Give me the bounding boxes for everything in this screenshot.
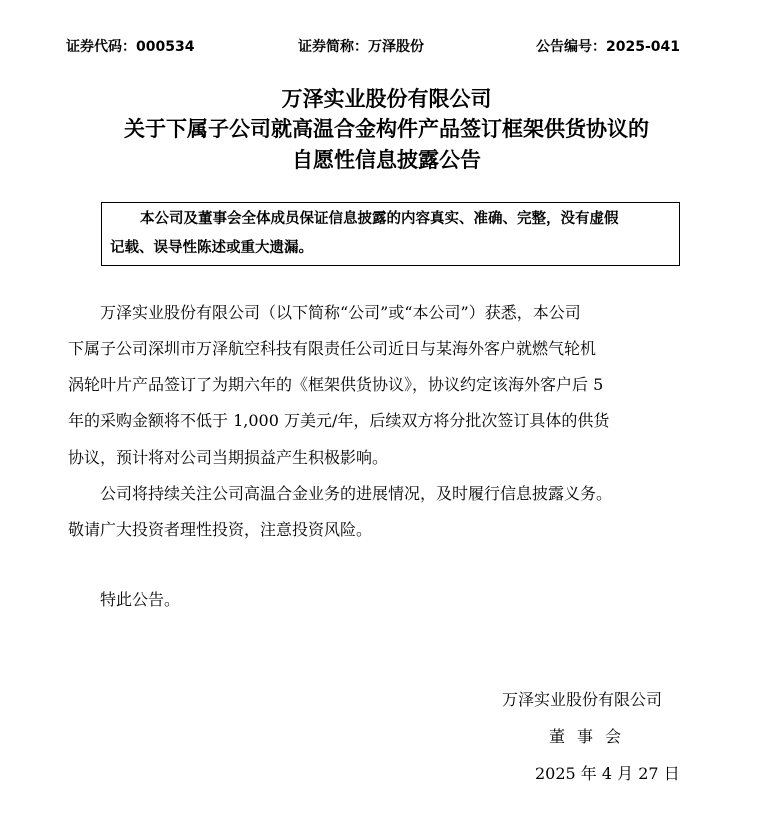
paragraph-line: 万泽实业股份有限公司（以下简称“公司”或“本公司”）获悉，本公司 — [68, 303, 581, 322]
title-company: 万泽实业股份有限公司 — [281, 87, 492, 111]
security-short-name: 证券简称：万泽股份 — [298, 39, 424, 55]
announcement-number: 公告编号：2025-041 — [536, 39, 680, 55]
disclaimer-box — [101, 202, 680, 266]
paragraph-line: 年的采购金额将不低于 1,000 万美元/年，后续双方将分批次签订具体的供货 — [68, 411, 610, 430]
title-subject: 关于下属子公司就高温合金构件产品签订框架供货协议的 — [124, 117, 649, 141]
paragraph-line: 下属子公司深圳市万泽航空科技有限责任公司近日与某海外客户就燃气轮机 — [68, 339, 597, 358]
closing-statement: 特此公告。 — [68, 590, 181, 609]
document-header — [0, 36, 773, 56]
signature-date: 2025 年 4 月 27 日 — [535, 764, 680, 783]
signature-company: 万泽实业股份有限公司 — [502, 690, 663, 709]
security-code: 证券代码：000534 — [66, 39, 195, 55]
disclaimer-line-2: 记载、误导性陈述或重大遗漏。 — [110, 240, 313, 256]
paragraph-line: 涡轮叶片产品签订了为期六年的《框架供货协议》，协议约定该海外客户后 5 — [68, 375, 604, 394]
title-type: 自愿性信息披露公告 — [292, 148, 481, 172]
signature-board: 董事会 — [549, 727, 634, 746]
paragraph-line: 公司将持续关注公司高温合金业务的进展情况，及时履行信息披露义务。 — [68, 484, 613, 503]
disclaimer-line-1: 本公司及董事会全体成员保证信息披露的内容真实、准确、完整，没有虚假 — [140, 211, 619, 227]
paragraph-line: 敬请广大投资者理性投资，注意投资风险。 — [68, 520, 373, 539]
paragraph-line: 协议，预计将对公司当期损益产生积极影响。 — [68, 448, 389, 467]
